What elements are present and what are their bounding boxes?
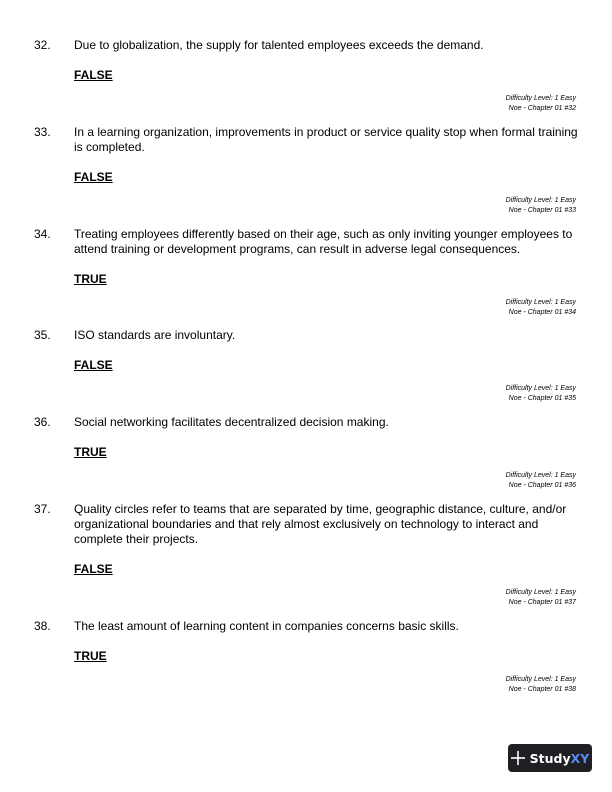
answer-label: FALSE bbox=[74, 358, 113, 372]
question-text: Due to globalization, the supply for talented employees exceeds the demand. bbox=[74, 38, 484, 52]
question-number: 34. bbox=[34, 227, 51, 241]
difficulty-level: Difficulty Level: 1 Easy bbox=[505, 589, 576, 596]
question-number: 32. bbox=[34, 38, 51, 52]
difficulty-level: Difficulty Level: 1 Easy bbox=[505, 197, 576, 204]
difficulty-level: Difficulty Level: 1 Easy bbox=[505, 385, 576, 392]
question-text: Quality circles refer to teams that are separated by time, geographic distance, culture, and/or organizational boundaries and that rely almost exclusively on technology to interact and complete their projects. bbox=[74, 502, 567, 546]
question-meta bbox=[506, 298, 576, 317]
chapter-reference: Noe - Chapter 01 #36 bbox=[508, 481, 576, 489]
difficulty-level: Difficulty Level: 1 Easy bbox=[505, 676, 576, 683]
question-text: In a learning organization, improvements in product or service quality stop when formal training is completed. bbox=[74, 125, 578, 154]
answer-label: FALSE bbox=[74, 170, 113, 184]
question-text: Treating employees differently based on their age, such as only inviting younger employees to attend training or development programs, can result in adverse legal consequences. bbox=[74, 227, 573, 256]
difficulty-level: Difficulty Level: 1 Easy bbox=[505, 95, 576, 102]
logo-wordmark bbox=[530, 751, 590, 766]
question-text: ISO standards are involuntary. bbox=[74, 328, 236, 342]
plus-icon bbox=[511, 751, 525, 765]
answer-label: TRUE bbox=[74, 272, 107, 286]
question-meta bbox=[506, 384, 576, 403]
question-meta bbox=[506, 471, 576, 490]
question-meta bbox=[506, 588, 576, 607]
logo-word-accent: XY bbox=[570, 750, 590, 766]
answer-label: TRUE bbox=[74, 445, 107, 459]
chapter-reference: Noe - Chapter 01 #32 bbox=[508, 104, 576, 112]
question-meta bbox=[506, 196, 576, 215]
question-number: 33. bbox=[34, 125, 51, 139]
logo-word-main: Study bbox=[529, 750, 571, 766]
chapter-reference: Noe - Chapter 01 #35 bbox=[508, 394, 576, 402]
question-number: 36. bbox=[34, 415, 51, 429]
answer-label: FALSE bbox=[74, 562, 113, 576]
question-text: Social networking facilitates decentralized decision making. bbox=[74, 415, 389, 429]
question-meta bbox=[506, 94, 576, 113]
question-meta bbox=[506, 675, 576, 694]
question-number: 35. bbox=[34, 328, 51, 342]
difficulty-level: Difficulty Level: 1 Easy bbox=[505, 472, 576, 479]
chapter-reference: Noe - Chapter 01 #33 bbox=[508, 206, 576, 214]
question-number: 38. bbox=[34, 619, 51, 633]
question-number: 37. bbox=[34, 502, 51, 516]
question-text: The least amount of learning content in companies concerns basic skills. bbox=[74, 619, 459, 633]
chapter-reference: Noe - Chapter 01 #34 bbox=[508, 308, 576, 316]
chapter-reference: Noe - Chapter 01 #37 bbox=[508, 598, 576, 606]
answer-label: FALSE bbox=[74, 68, 113, 82]
difficulty-level: Difficulty Level: 1 Easy bbox=[505, 299, 576, 306]
chapter-reference: Noe - Chapter 01 #38 bbox=[508, 685, 576, 693]
answer-label: TRUE bbox=[74, 649, 107, 663]
studyxy-logo bbox=[508, 744, 592, 772]
